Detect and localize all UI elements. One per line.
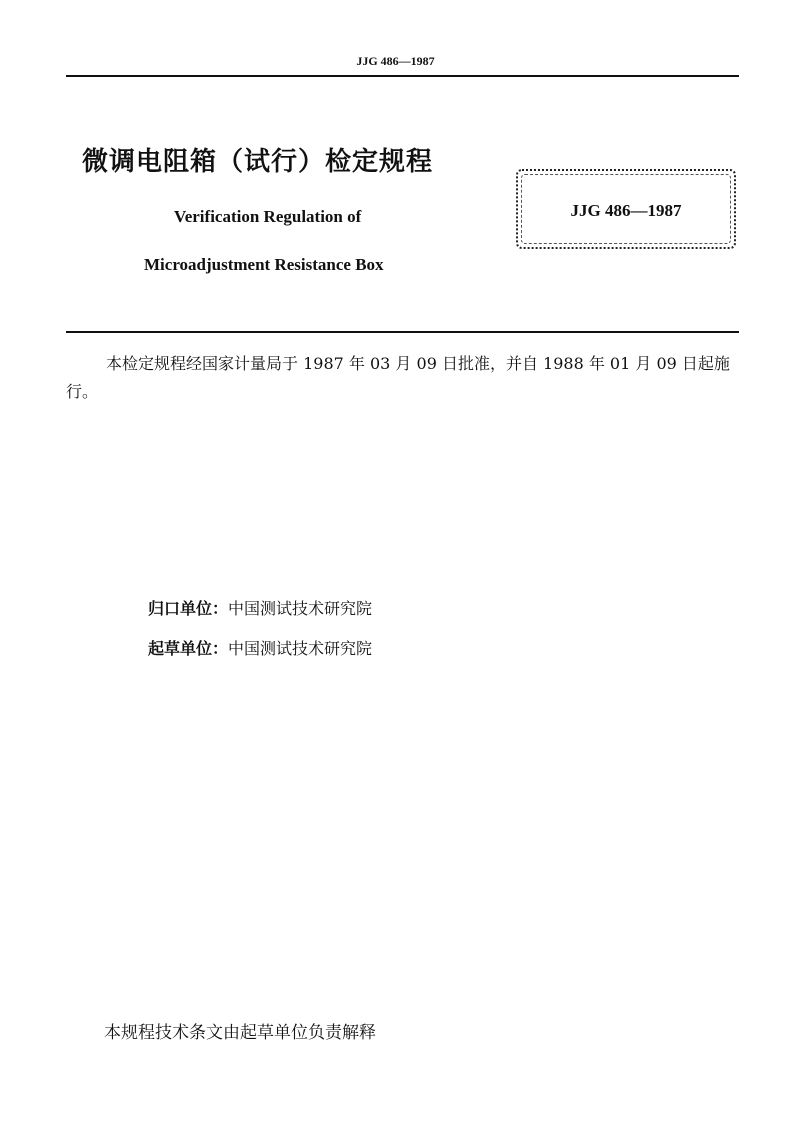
drafting-unit-row [148, 636, 372, 659]
regulation-code: JJG 486—1987 [570, 201, 682, 220]
section-rule [66, 331, 739, 333]
page-header-code: JJG 486—1987 [356, 54, 435, 68]
title-english-line2: Microadjustment Resistance Box [144, 255, 384, 274]
regulation-code-box [516, 169, 736, 249]
approval-statement: 本检定规程经国家计量局于 1987 年 03 月 09 日批准，并自 1988 年 01 月 09 日起施行。 [66, 354, 730, 401]
drafting-unit-value: 中国测试技术研究院 [228, 639, 373, 658]
title-english-line1: Verification Regulation of [174, 207, 362, 226]
drafting-unit-label: 起草单位： [148, 639, 229, 658]
responsible-unit-value: 中国测试技术研究院 [228, 599, 373, 618]
responsible-unit-row [148, 596, 372, 619]
header-rule [66, 75, 739, 77]
responsible-unit-label: 归口单位： [148, 599, 229, 618]
footer-note: 本规程技术条文由起草单位负责解释 [104, 1023, 376, 1043]
title-chinese: 微调电阻箱（试行）检定规程 [82, 147, 434, 177]
